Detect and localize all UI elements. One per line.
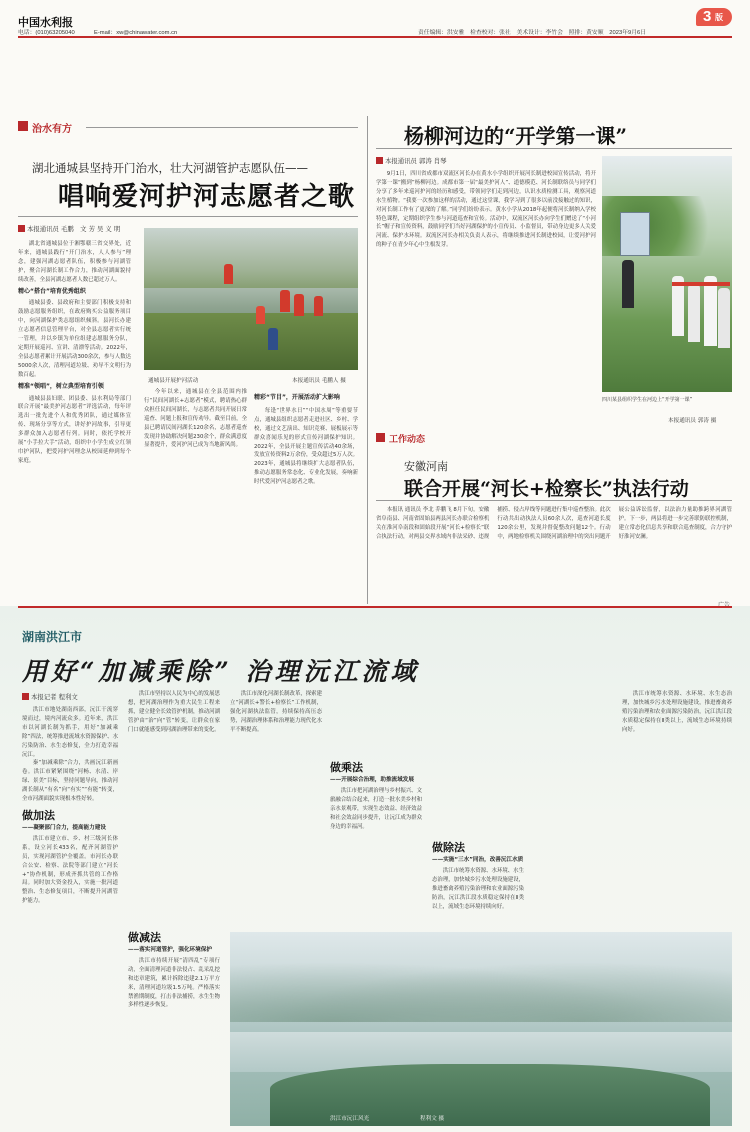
article2-headline: 杨柳河边的“开学第一课” (404, 124, 628, 148)
phone: 电话：(010)63205040 (18, 30, 75, 36)
byline-tag-icon (18, 225, 25, 232)
feature-body-col1: 秦“加减乘除”合力，共画沅江新画卷。洪江市紧紧围绕“河畅、水清、岸绿、景美”目标，坚持问题导向，推动河湖长制从“有名”向“有实”“有能”转变，全市河湖面貌实现根本性好转。 (22, 760, 118, 803)
article2-photo (602, 156, 732, 392)
feature-kicker: 湖南洪江市 (22, 630, 83, 644)
feature-body-minus: 洪江市持续开展“清四乱”专项行动，全面清理河道非法侵占、乱采乱挖和违章建筑，累计拆除违建2.1万平方米，清理河道垃圾1.5万吨。严格落实禁渔期制度，打击非法捕捞，水生生物多样性逐步恢复。 (128, 957, 220, 1009)
volunteer-figure-5 (314, 296, 323, 316)
feature-body-div: 洪江市统筹水资源、水环境、水生态治理，加快城乡污水处理设施建设，推进畜禽养殖污染治理和农业面源污染防治，沅江洪江段水质稳定保持在Ⅱ类以上，流域生态环境持续向好。 (432, 867, 524, 910)
article1-photo (144, 228, 358, 370)
article1-caption: 通城县开展护河活动 (148, 378, 199, 384)
article1-headline: 唱响爱河护河志愿者之歌 (58, 182, 356, 212)
feature-sec-mult: 做乘法 (330, 761, 363, 774)
article3-body-text: 本报讯 通讯员 李北 乔鹏飞 8月下旬，安徽省阜南县、河南省固始县两县河长办联合检察机关在淮河阜南段和固始段开展“河长+检察长”联合执法行动，对两县交界水域内非法采砂、违规捕捞、侵占岸线等问题进行集中巡查整治。此次行动共出动执法人员60余人次，巡查河道长度120余公里，发现并督促整改问题12个。行动中，两地检察机关围绕河湖治理中的突出问题开展公益诉讼监督，以法治力量助推跨界河湖管护。下一步，两县将进一步完善联防联控机制，建立常态化信息共享和联合巡查制度，合力守护好淮河安澜。 (376, 507, 732, 540)
photo-mountains (230, 952, 732, 1022)
paper-name: 中国水利报 (18, 16, 73, 29)
volunteer-figure-4 (256, 306, 265, 324)
byline-tag-icon (22, 693, 29, 700)
article1-sub1: 精心“搭台”培育优秀组织 (18, 287, 86, 295)
article2-body-text: 9月1日，四川省成都市双流区河长办在黄水小学组织开展河长制进校园宣传活动，将开学第一课“搬到”杨柳河边。成都市第一届“最美护河人”、道德模范、河长制联络员与同学们分享了多年来巡河护河的经历和感受，带领同学们走到河边，认识水质检测工具，观察河道水生植物。“我要一次参加这样的活动，通过这堂课，我学习到了很多以前没接触过的知识，对河长制工作有了更深的了解。”同学们纷纷表示。黄水小学从2018年起便将河长制纳入学校特色课程，定期组织学生参与河道巡查和宣传。活动中，双流区河长办向学生们赠送了“小河长”帽子和宣传资料，鼓励同学们当好河湖保护的小宣传员、小监督员，带动身边更多人关爱河流、保护水环境。双流区河长办相关负责人表示，将继续推进河长制进校园，让爱河护河的种子在青少年心中生根发芽。 (376, 171, 596, 249)
feature-col4 (330, 690, 422, 926)
feature-photo (230, 932, 732, 1126)
feature-col6 (622, 690, 732, 926)
article1-sub3: 精彩“节目”，开展活动扩大影响 (254, 394, 340, 401)
byline-tag-icon (376, 157, 383, 164)
photo-bank (144, 313, 358, 370)
masthead-rule (18, 36, 732, 38)
article1-byline (18, 224, 120, 233)
feature-sec-add-sub: ——凝聚部门合力，提高能力建设 (22, 824, 106, 831)
feature-byline-text: 本报记者 程利文 (31, 693, 78, 701)
article2-caption: 四川某县组织学生在河边上“开学第一课” (602, 397, 693, 403)
volunteer-figure-6 (268, 328, 278, 350)
feature-sec-minus: 做减法 (128, 931, 161, 944)
article2-body (376, 170, 596, 426)
feature-col2 (128, 690, 220, 926)
editor-line: 责任编辑：洪安雅 检查校对：张社 美术设计：李竹会 照排：黄安顺 2023年9月6日 (418, 30, 647, 36)
volunteer-figure-3 (294, 294, 304, 316)
article2-byline (376, 156, 447, 165)
feature-photo-credit: 程利文 摄 (420, 1116, 445, 1122)
page-number: 3 (703, 8, 712, 25)
article3-body (376, 506, 732, 600)
feature-sec-div-sub: ——实施“三水”同治，改善沅江水质 (432, 857, 524, 863)
feature-top-rule (18, 606, 732, 608)
student-figure-3 (704, 276, 717, 346)
feature-body-add: 洪江市建立市、乡、村三级河长体系，设立河长433名，配齐河湖管护员，实现河湖管护全覆盖。市河长办联合公安、检察、法院等部门建立“河长+”协作机制，形成齐抓共管的工作格局。同时加大资金投入，实施一批河道整治、生态修复项目，不断提升河湖管护能力。 (22, 835, 118, 905)
student-figure-4 (718, 288, 730, 348)
feature-headline: 用好“加减乘除” 治理沅江流域 (22, 657, 420, 686)
article2-rule (376, 148, 732, 149)
feature-col3 (230, 690, 322, 926)
feature-body-col6: 洪江市统筹水资源、水环境、水生态治理，加快城乡污水处理设施建设，推进畜禽养殖污染治理和农业面源污染防治，沅江洪江段水质稳定保持在Ⅱ类以上，流域生态环境持续向好。 (622, 691, 732, 733)
column-tag-text: 治水有方 (32, 124, 72, 135)
article2-byline-text: 本报通讯员 郭涛 肖琴 (385, 157, 447, 165)
column-divider (367, 116, 368, 604)
page-unit: 版 (715, 13, 723, 22)
article1-body4: 每逢“世界水日”“中国水周”等重要节点，通城县组织志愿者走进社区、乡村、学校，通过文艺演出、知识竞赛、展板展示等群众喜闻乐见的形式宣传河湖保护知识。2022年，全县开展主题宣传活动40余场，发放宣传资料2万余份，受众超过5万人次。2023年，通城县将继续扩大志愿者队伍，推动志愿服务常态化、专业化发展，奏响新时代爱河护河志愿者之歌。 (254, 407, 358, 486)
article1-body2: 通城县县妇联、团县委、县水利局等部门联合开展“最美护河志愿者”评选活动，每年评选出一批先进个人和优秀团队，通过媒体宣传、现场分享等方式，讲好护河故事，引导更多群众加入志愿者行列。同时，依托学校开展“小手拉大手”活动，组织中小学生成立红领巾护河队，把爱河护河理念从校园延伸到每个家庭。 (18, 395, 131, 464)
student-figure-2 (688, 284, 700, 342)
feature-body-col3: 洪江市深化河湖长制改革，探索建立“河湖长+警长+检察长”工作机制，强化河湖执法监管，持续保持高压态势，河湖治理体系和治理能力现代化水平不断提高。 (230, 691, 322, 733)
feature-sec-div: 做除法 (432, 841, 465, 854)
feature-sec-add: 做加法 (22, 808, 55, 822)
section-tag2-text: 工作动态 (389, 435, 426, 445)
article1-lead: 湖北省通城县位于湘鄂赣三省交界处，近年来，通城县践行“开门治水，人人参与”理念，建强河湖志愿者队伍，积极参与河湖管护，聚合河湖长制工作合力，推动河湖面貌持续改善，全县河湖志愿者人数已超过万人。 (18, 241, 131, 283)
volunteer-figure-2 (280, 290, 290, 312)
tag-square-icon (18, 121, 28, 131)
article1-body1: 通城县委、县政府和主要部门积极支持和鼓励志愿服务组织，在政府购买公益服务项目中，向河湖保护类志愿组织倾斜。县河长办建立志愿者信息管理平台，对全县志愿者实行统一管理，并以乡镇为单位组建志愿服务分队，定期开展巡河、宣讲、清漂等活动。2022年，全县志愿者累计开展活动300余次，参与人数达5000余人次，清理河道垃圾、劝导不文明行为数百起。 (18, 300, 131, 378)
signboard (620, 212, 650, 256)
feature-body-mult: 洪江市把河湖治理与乡村振兴、文旅融合结合起来，打造一批水美乡村和亲水景观带，实现生态效益、经济效益和社会效益同步提升，让沅江成为群众身边的幸福河。 (330, 787, 422, 830)
article3-rule (376, 500, 732, 501)
tag-rule (86, 127, 358, 128)
article1-byline-text: 本报通讯员 毛鹏 文 芳 吴 义 明 (27, 225, 121, 233)
article1-body3: 今年以来，通城县在全县范围内推行“民间河湖长+志愿者”模式，聘请热心群众担任民间河湖长，与志愿者共同开展日常巡查、问题上报和宣传劝导。截至目前，全县已聘请民间河湖长120余名，志愿者巡查发现并协助解决问题230余个，群众满意度显著提升，爱河护河已成为当地新风尚。 (144, 389, 247, 449)
feature-col1 (22, 706, 118, 1124)
article1-sub2: 精准“领唱”，树立典型培育引领 (18, 382, 104, 390)
feature-caption: 洪江市沅江风光 (330, 1116, 370, 1122)
red-scarves (672, 282, 730, 286)
feature-col2b (128, 930, 220, 1124)
email: E-mail：xw@chinawater.com.cn (94, 30, 178, 36)
feature-sec-minus-sub: ——落实河道管护，强化环境保护 (128, 947, 212, 953)
tag-square-icon (376, 433, 385, 442)
feature-byline (22, 692, 78, 701)
article1-rule (18, 216, 358, 217)
teacher-figure (622, 260, 634, 308)
page-badge (696, 8, 732, 26)
article3-kicker: 安徽河南 (404, 460, 448, 473)
article1-kicker: 湖北通城县坚持开门治水，壮大河湖管护志愿队伍—— (32, 161, 308, 175)
article2-photo-credit: 本报通讯员 郭涛 摄 (668, 418, 717, 424)
feature-intro: 洪江市地处湖南西部，沅江干流穿境而过，境内河流众多。近年来，洪江市以河湖长制为抓手，用好“加减乘除”四法，统筹推进流域水资源保护、水污染防治、水生态修复，全力打造幸福沅江。 (22, 707, 118, 758)
article1-photo-credit: 本报通讯员 毛鹏人 摄 (292, 378, 346, 384)
feature-sec-mult-sub: ——开展综合治理，助推流域发展 (330, 777, 414, 783)
volunteer-figure-1 (224, 264, 233, 284)
article3-headline: 联合开展“河长+检察长”执法行动 (404, 478, 689, 500)
feature-col5 (432, 690, 524, 926)
feature-body-col2: 洪江市坚持以人民为中心的发展思想，把河湖治理作为重大民生工程来抓，建立健全长效管护机制，推动河湖管护由“治”向“管”转变，让群众在家门口就能感受到河湖治理带来的变化。 (128, 691, 220, 733)
